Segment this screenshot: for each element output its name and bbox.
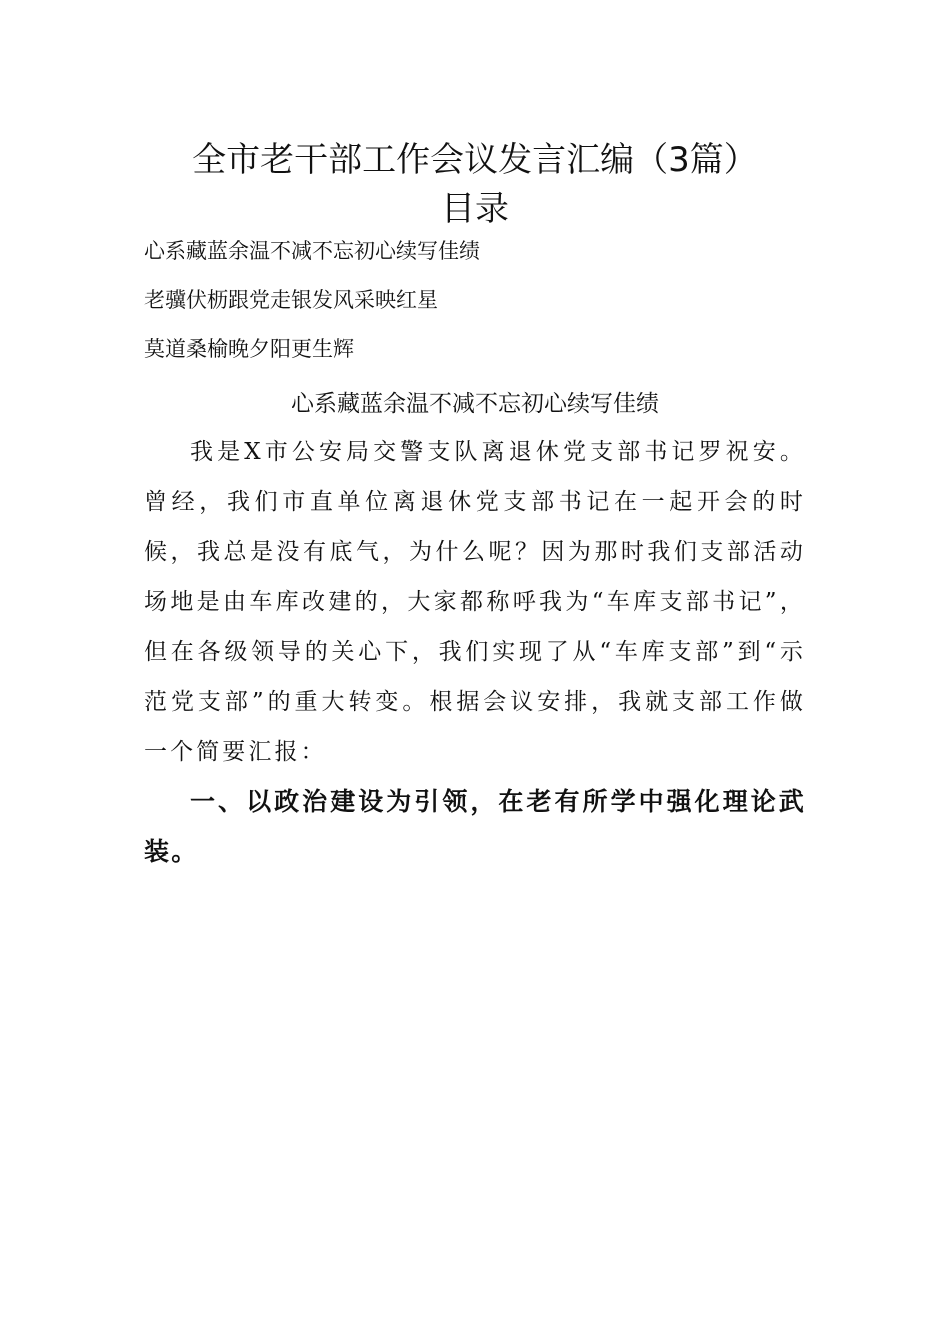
section-heading: 一、以政治建设为引领，在老有所学中强化理论武装。 <box>144 787 806 866</box>
section-title: 心系藏蓝余温不减不忘初心续写佳绩 <box>291 391 659 417</box>
document-title: 全市老干部工作会议发言汇编（3篇） <box>192 140 758 180</box>
toc-item: 老骥伏枥跟党走银发风采映红星 <box>144 288 438 312</box>
toc-heading: 目录 <box>441 189 509 229</box>
toc-item: 心系藏蓝余温不减不忘初心续写佳绩 <box>144 239 480 263</box>
table-of-contents <box>144 236 480 383</box>
body-paragraph: 我是X市公安局交警支队离退休党支部书记罗祝安。曾经，我们市直单位离退休党支部书记在一起开会的时候，我总是没有底气，为什么呢？因为那时我们支部活动场地是由车库改建的，大家都称呼我为“车库支部书记”，但在各级领导的关心下，我们实现了从“车库支部”到“示范党支部”的重大转变。根据会议安排，我就支部工作做一个简要汇报： <box>144 439 806 765</box>
toc-item: 莫道桑榆晚夕阳更生辉 <box>144 337 354 361</box>
